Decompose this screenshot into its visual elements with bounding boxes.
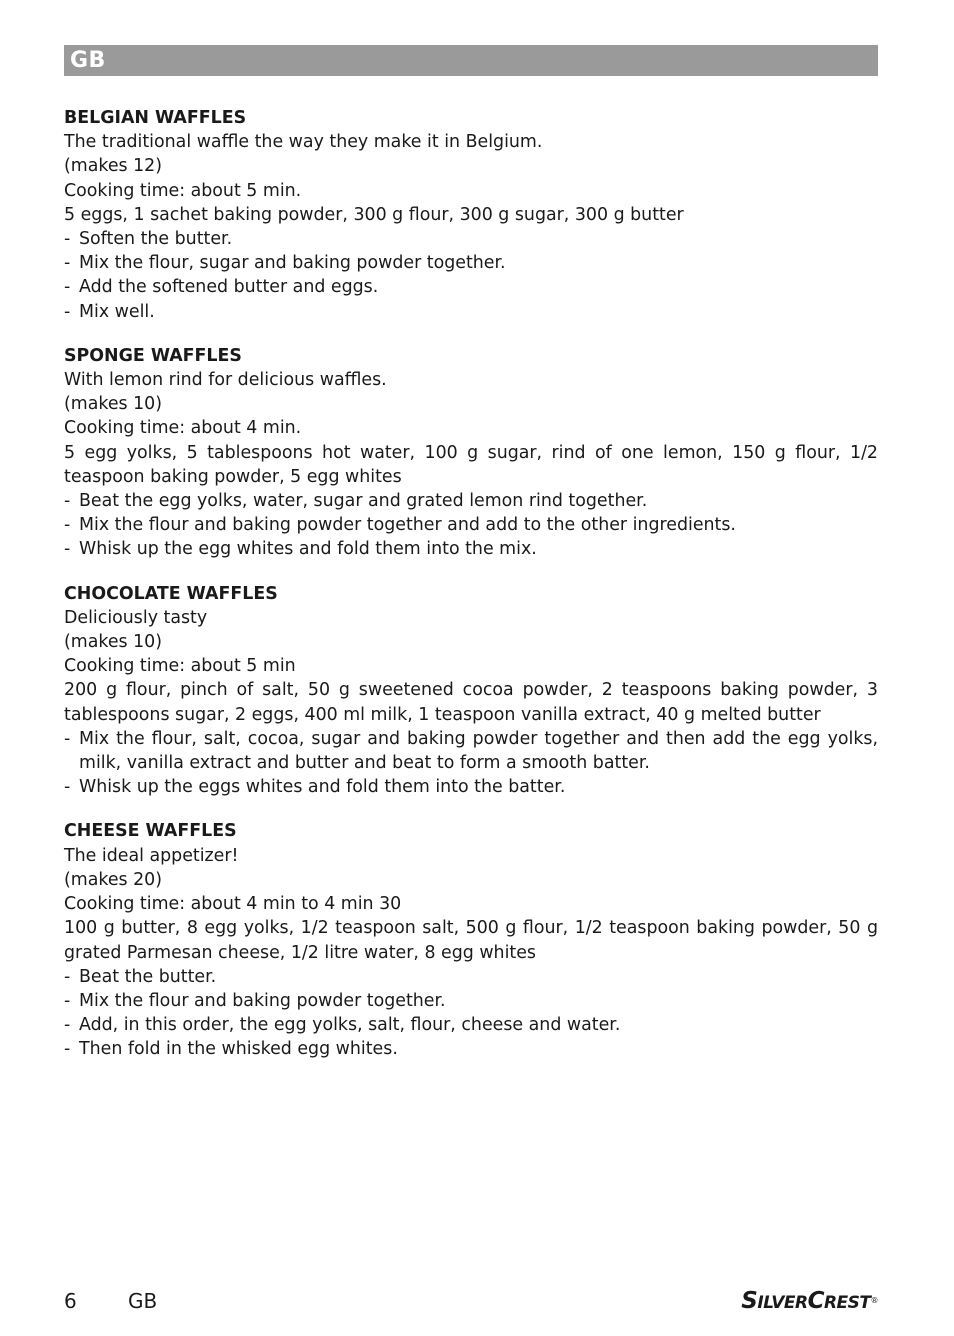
recipe-step: - Then fold in the whisked egg whites.: [64, 1037, 878, 1061]
silvercrest-logo: SILVERCREST®: [741, 1288, 878, 1314]
recipe-chocolate-waffles: [64, 582, 878, 800]
recipe-step: - Mix the flour and baking powder together.: [64, 989, 878, 1013]
recipe-intro: The traditional waffle the way they make it in Belgium.: [64, 132, 543, 153]
recipe-step: - Whisk up the egg whites and fold them into the mix.: [64, 537, 878, 561]
recipe-cooking-time: Cooking time: about 5 min.: [64, 180, 302, 201]
recipe-step: - Add, in this order, the egg yolks, salt, flour, cheese and water.: [64, 1013, 878, 1037]
recipe-intro: Deliciously tasty: [64, 607, 208, 628]
recipe-cooking-time: Cooking time: about 4 min.: [64, 418, 302, 439]
recipe-steps: [64, 965, 878, 1062]
recipe-belgian-waffles: [64, 106, 878, 324]
recipe-steps: [64, 727, 878, 800]
recipe-step: - Mix the flour and baking powder together and add to the other ingredients.: [64, 513, 878, 537]
recipe-title: CHOCOLATE WAFFLES: [64, 583, 278, 604]
recipe-title: BELGIAN WAFFLES: [64, 108, 247, 128]
recipe-steps: [64, 227, 878, 324]
recipe-step: - Whisk up the eggs whites and fold them into the batter.: [64, 775, 878, 799]
recipe-sponge-waffles: [64, 344, 878, 562]
recipe-title: CHEESE WAFFLES: [64, 821, 237, 842]
recipe-title: SPONGE WAFFLES: [64, 345, 242, 366]
page-number: 6: [64, 1289, 77, 1313]
recipe-makes: (makes 20): [64, 869, 163, 890]
recipe-step: - Mix well.: [64, 300, 878, 324]
page-footer: [64, 1287, 878, 1315]
recipe-ingredients: 5 egg yolks, 5 tablespoons hot water, 100 g sugar, rind of one lemon, 150 g flour, 1/2 teaspoon baking powder, 5 egg whites: [64, 442, 878, 487]
recipe-cooking-time: Cooking time: about 5 min: [64, 656, 296, 677]
recipe-step: - Soften the butter.: [64, 227, 878, 251]
recipe-makes: (makes 12): [64, 156, 163, 177]
recipe-ingredients: 100 g butter, 8 egg yolks, 1/2 teaspoon salt, 500 g flour, 1/2 teaspoon baking powder, 50 g grated Parmesan cheese, 1/2 litre water, 8 egg whites: [64, 918, 878, 963]
recipe-makes: (makes 10): [64, 394, 163, 415]
language-label: GB: [70, 48, 106, 73]
recipe-step: - Mix the flour, salt, cocoa, sugar and baking powder together and then add the egg yolks, milk, vanilla extract and butter and beat to form a smooth batter.: [64, 727, 878, 775]
recipe-intro: With lemon rind for delicious waffles.: [64, 370, 387, 391]
recipe-makes: (makes 10): [64, 632, 163, 653]
recipe-step: - Beat the egg yolks, water, sugar and grated lemon rind together.: [64, 489, 878, 513]
recipe-ingredients: 200 g flour, pinch of salt, 50 g sweetened cocoa powder, 2 teaspoons baking powder, 3 tablespoons sugar, 2 eggs, 400 ml milk, 1 teaspoon vanilla extract, 40 g melted butter: [64, 680, 878, 725]
recipe-step: - Mix the flour, sugar and baking powder together.: [64, 251, 878, 275]
recipe-intro: The ideal appetizer!: [64, 845, 239, 866]
recipe-ingredients: 5 eggs, 1 sachet baking powder, 300 g flour, 300 g sugar, 300 g butter: [64, 204, 684, 225]
recipe-step: - Beat the butter.: [64, 965, 878, 989]
recipe-content: [64, 106, 878, 1082]
recipe-step: - Add the softened butter and eggs.: [64, 275, 878, 299]
language-header-bar: [64, 45, 878, 76]
recipe-cheese-waffles: [64, 819, 878, 1061]
recipe-cooking-time: Cooking time: about 4 min to 4 min 30: [64, 894, 402, 915]
recipe-steps: [64, 489, 878, 562]
footer-language-label: GB: [128, 1289, 158, 1313]
